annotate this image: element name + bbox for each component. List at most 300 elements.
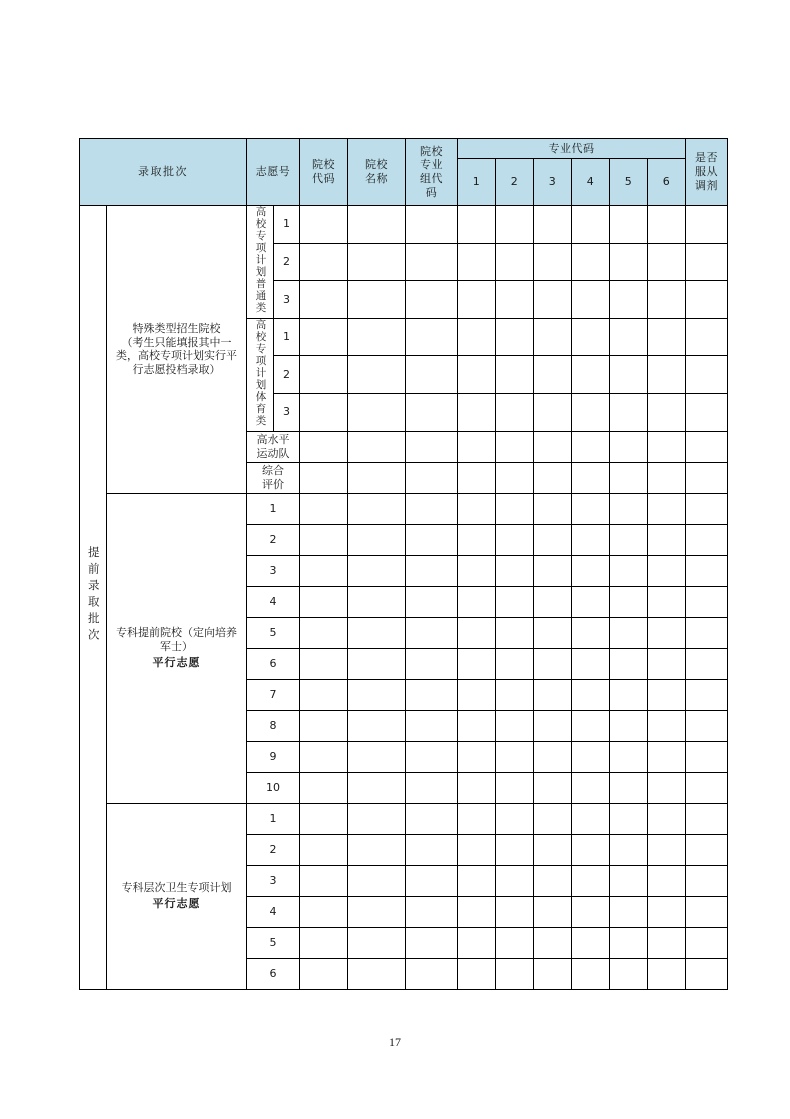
batch-label-cell bbox=[80, 206, 107, 990]
wish-seq: 3 bbox=[274, 281, 300, 319]
cell-school-group-code[interactable] bbox=[406, 524, 458, 555]
cell-major-6[interactable] bbox=[648, 493, 686, 524]
header-wish-no: 志愿号 bbox=[247, 139, 300, 206]
cell-major-6[interactable] bbox=[648, 772, 686, 803]
cell-major-5[interactable] bbox=[610, 803, 648, 834]
wish-seq: 6 bbox=[247, 958, 300, 989]
cell-major-5[interactable] bbox=[610, 865, 648, 896]
cell-major-2[interactable] bbox=[496, 462, 534, 493]
cell-school-group-code[interactable] bbox=[406, 586, 458, 617]
cell-school-name[interactable] bbox=[348, 865, 406, 896]
cell-school-code[interactable] bbox=[300, 206, 348, 244]
group-label-junior-college-advance bbox=[107, 493, 247, 803]
group-label-line1: 专科提前院校（定向培养 bbox=[116, 626, 237, 640]
cell-school-group-code[interactable] bbox=[406, 206, 458, 244]
cell-major-6[interactable] bbox=[648, 958, 686, 989]
cell-major-5[interactable] bbox=[610, 206, 648, 244]
cell-major-2[interactable] bbox=[496, 865, 534, 896]
cell-major-2[interactable] bbox=[496, 710, 534, 741]
cell-school-code[interactable] bbox=[300, 356, 348, 394]
cell-major-3[interactable] bbox=[534, 281, 572, 319]
cell-major-5[interactable] bbox=[610, 772, 648, 803]
cell-school-group-code[interactable] bbox=[406, 648, 458, 679]
cell-school-code[interactable] bbox=[300, 493, 348, 524]
cell-major-6[interactable] bbox=[648, 586, 686, 617]
cell-major-5[interactable] bbox=[610, 741, 648, 772]
cell-major-5[interactable] bbox=[610, 356, 648, 394]
cell-major-1[interactable] bbox=[458, 555, 496, 586]
cell-school-group-code[interactable] bbox=[406, 431, 458, 462]
row-label-line2: 评价 bbox=[262, 477, 284, 491]
cell-major-1[interactable] bbox=[458, 393, 496, 431]
row-label-comprehensive-evaluation bbox=[247, 462, 300, 493]
cell-major-5[interactable] bbox=[610, 462, 648, 493]
cell-school-code[interactable] bbox=[300, 393, 348, 431]
cell-major-1[interactable] bbox=[458, 462, 496, 493]
cell-major-3[interactable] bbox=[534, 524, 572, 555]
cell-major-1[interactable] bbox=[458, 206, 496, 244]
cell-school-name[interactable] bbox=[348, 206, 406, 244]
cell-major-1[interactable] bbox=[458, 741, 496, 772]
cell-major-4[interactable] bbox=[572, 243, 610, 281]
cell-obey-adjustment[interactable] bbox=[686, 243, 728, 281]
wish-seq: 7 bbox=[247, 679, 300, 710]
row-label-line1: 高水平 bbox=[256, 432, 290, 446]
cell-major-3[interactable] bbox=[534, 356, 572, 394]
cell-major-2[interactable] bbox=[496, 524, 534, 555]
group-label-junior-college-health-plan bbox=[107, 803, 247, 989]
cell-major-2[interactable] bbox=[496, 393, 534, 431]
cell-school-code[interactable] bbox=[300, 958, 348, 989]
cell-major-1[interactable] bbox=[458, 524, 496, 555]
table-body bbox=[80, 206, 728, 990]
cell-obey-adjustment[interactable] bbox=[686, 648, 728, 679]
cell-school-group-code[interactable] bbox=[406, 243, 458, 281]
cell-major-4[interactable] bbox=[572, 679, 610, 710]
subgroup-label: 高校专项计划普通类 bbox=[254, 206, 267, 314]
header-obey-adjustment-line3: 调剂 bbox=[695, 178, 719, 192]
cell-school-name[interactable] bbox=[348, 586, 406, 617]
cell-obey-adjustment[interactable] bbox=[686, 555, 728, 586]
cell-school-code[interactable] bbox=[300, 617, 348, 648]
table-header bbox=[80, 139, 728, 206]
cell-major-4[interactable] bbox=[572, 958, 610, 989]
cell-school-group-code[interactable] bbox=[406, 356, 458, 394]
cell-major-3[interactable] bbox=[534, 679, 572, 710]
cell-major-1[interactable] bbox=[458, 431, 496, 462]
cell-major-3[interactable] bbox=[534, 772, 572, 803]
cell-major-2[interactable] bbox=[496, 958, 534, 989]
cell-major-5[interactable] bbox=[610, 648, 648, 679]
cell-major-2[interactable] bbox=[496, 431, 534, 462]
cell-major-4[interactable] bbox=[572, 896, 610, 927]
cell-major-2[interactable] bbox=[496, 281, 534, 319]
cell-major-5[interactable] bbox=[610, 896, 648, 927]
cell-school-group-code[interactable] bbox=[406, 927, 458, 958]
row-label-high-level-sports-team bbox=[247, 431, 300, 462]
header-school-name-line1: 院校 bbox=[365, 158, 388, 172]
cell-school-code[interactable] bbox=[300, 679, 348, 710]
cell-school-name[interactable] bbox=[348, 393, 406, 431]
header-school-group-code-line1: 院校 bbox=[420, 144, 443, 158]
wish-seq: 3 bbox=[247, 555, 300, 586]
cell-major-3[interactable] bbox=[534, 803, 572, 834]
cell-obey-adjustment[interactable] bbox=[686, 462, 728, 493]
header-batch: 录取批次 bbox=[80, 139, 247, 206]
row-label-line1: 综合 bbox=[262, 463, 284, 477]
cell-major-5[interactable] bbox=[610, 318, 648, 356]
cell-major-1[interactable] bbox=[458, 318, 496, 356]
cell-school-name[interactable] bbox=[348, 356, 406, 394]
cell-major-4[interactable] bbox=[572, 524, 610, 555]
cell-major-1[interactable] bbox=[458, 679, 496, 710]
cell-major-6[interactable] bbox=[648, 679, 686, 710]
cell-major-4[interactable] bbox=[572, 648, 610, 679]
cell-major-1[interactable] bbox=[458, 586, 496, 617]
cell-major-4[interactable] bbox=[572, 586, 610, 617]
cell-major-4[interactable] bbox=[572, 741, 610, 772]
cell-school-group-code[interactable] bbox=[406, 834, 458, 865]
cell-major-4[interactable] bbox=[572, 927, 610, 958]
cell-major-2[interactable] bbox=[496, 772, 534, 803]
cell-major-1[interactable] bbox=[458, 958, 496, 989]
cell-major-3[interactable] bbox=[534, 865, 572, 896]
cell-major-4[interactable] bbox=[572, 555, 610, 586]
cell-school-name[interactable] bbox=[348, 243, 406, 281]
cell-major-6[interactable] bbox=[648, 393, 686, 431]
cell-major-5[interactable] bbox=[610, 524, 648, 555]
cell-school-code[interactable] bbox=[300, 834, 348, 865]
cell-major-3[interactable] bbox=[534, 243, 572, 281]
cell-school-code[interactable] bbox=[300, 741, 348, 772]
cell-obey-adjustment[interactable] bbox=[686, 524, 728, 555]
wish-seq: 6 bbox=[247, 648, 300, 679]
cell-major-5[interactable] bbox=[610, 243, 648, 281]
cell-school-name[interactable] bbox=[348, 617, 406, 648]
header-major-col-1: 1 bbox=[458, 159, 496, 206]
subgroup-label-special-plan-general bbox=[247, 206, 274, 319]
cell-major-4[interactable] bbox=[572, 803, 610, 834]
cell-school-group-code[interactable] bbox=[406, 393, 458, 431]
cell-major-1[interactable] bbox=[458, 710, 496, 741]
cell-major-2[interactable] bbox=[496, 803, 534, 834]
row-label-line2: 运动队 bbox=[256, 446, 290, 460]
cell-major-5[interactable] bbox=[610, 617, 648, 648]
group-label-line2: 军士） bbox=[160, 640, 193, 654]
cell-school-name[interactable] bbox=[348, 318, 406, 356]
cell-major-2[interactable] bbox=[496, 679, 534, 710]
cell-obey-adjustment[interactable] bbox=[686, 356, 728, 394]
cell-school-code[interactable] bbox=[300, 586, 348, 617]
cell-school-group-code[interactable] bbox=[406, 555, 458, 586]
cell-major-6[interactable] bbox=[648, 555, 686, 586]
cell-major-3[interactable] bbox=[534, 206, 572, 244]
cell-school-code[interactable] bbox=[300, 431, 348, 462]
cell-major-3[interactable] bbox=[534, 710, 572, 741]
wish-seq: 4 bbox=[247, 586, 300, 617]
cell-obey-adjustment[interactable] bbox=[686, 318, 728, 356]
header-obey-adjustment bbox=[686, 139, 728, 206]
cell-major-3[interactable] bbox=[534, 493, 572, 524]
cell-major-6[interactable] bbox=[648, 524, 686, 555]
cell-major-1[interactable] bbox=[458, 834, 496, 865]
cell-major-5[interactable] bbox=[610, 431, 648, 462]
cell-school-name[interactable] bbox=[348, 772, 406, 803]
wish-seq: 2 bbox=[247, 524, 300, 555]
table-row bbox=[80, 493, 728, 524]
cell-school-code[interactable] bbox=[300, 927, 348, 958]
cell-school-name[interactable] bbox=[348, 648, 406, 679]
group-label-line3: 类，高校专项计划实行平 bbox=[116, 349, 237, 363]
cell-school-name[interactable] bbox=[348, 281, 406, 319]
cell-school-group-code[interactable] bbox=[406, 772, 458, 803]
cell-major-6[interactable] bbox=[648, 648, 686, 679]
cell-school-name[interactable] bbox=[348, 927, 406, 958]
cell-major-4[interactable] bbox=[572, 281, 610, 319]
cell-major-4[interactable] bbox=[572, 206, 610, 244]
wish-seq: 2 bbox=[247, 834, 300, 865]
cell-major-3[interactable] bbox=[534, 896, 572, 927]
cell-major-1[interactable] bbox=[458, 648, 496, 679]
cell-major-1[interactable] bbox=[458, 243, 496, 281]
cell-major-6[interactable] bbox=[648, 356, 686, 394]
cell-obey-adjustment[interactable] bbox=[686, 431, 728, 462]
cell-major-3[interactable] bbox=[534, 431, 572, 462]
cell-major-6[interactable] bbox=[648, 741, 686, 772]
cell-school-name[interactable] bbox=[348, 524, 406, 555]
cell-obey-adjustment[interactable] bbox=[686, 493, 728, 524]
cell-major-1[interactable] bbox=[458, 617, 496, 648]
cell-obey-adjustment[interactable] bbox=[686, 927, 728, 958]
cell-obey-adjustment[interactable] bbox=[686, 206, 728, 244]
wish-seq: 1 bbox=[274, 206, 300, 244]
cell-major-1[interactable] bbox=[458, 493, 496, 524]
header-major-col-6: 6 bbox=[648, 159, 686, 206]
cell-major-2[interactable] bbox=[496, 648, 534, 679]
cell-school-group-code[interactable] bbox=[406, 896, 458, 927]
cell-school-group-code[interactable] bbox=[406, 318, 458, 356]
cell-school-group-code[interactable] bbox=[406, 679, 458, 710]
cell-obey-adjustment[interactable] bbox=[686, 772, 728, 803]
cell-school-name[interactable] bbox=[348, 462, 406, 493]
wish-seq: 2 bbox=[274, 356, 300, 394]
cell-major-2[interactable] bbox=[496, 555, 534, 586]
cell-school-code[interactable] bbox=[300, 555, 348, 586]
cell-major-5[interactable] bbox=[610, 834, 648, 865]
cell-major-6[interactable] bbox=[648, 927, 686, 958]
cell-obey-adjustment[interactable] bbox=[686, 679, 728, 710]
cell-major-4[interactable] bbox=[572, 393, 610, 431]
cell-school-code[interactable] bbox=[300, 318, 348, 356]
cell-school-group-code[interactable] bbox=[406, 803, 458, 834]
cell-major-6[interactable] bbox=[648, 206, 686, 244]
cell-school-group-code[interactable] bbox=[406, 493, 458, 524]
cell-major-5[interactable] bbox=[610, 493, 648, 524]
cell-major-6[interactable] bbox=[648, 896, 686, 927]
cell-obey-adjustment[interactable] bbox=[686, 865, 728, 896]
cell-school-name[interactable] bbox=[348, 493, 406, 524]
cell-major-4[interactable] bbox=[572, 865, 610, 896]
table-row bbox=[80, 803, 728, 834]
cell-obey-adjustment[interactable] bbox=[686, 393, 728, 431]
cell-major-6[interactable] bbox=[648, 281, 686, 319]
cell-major-2[interactable] bbox=[496, 356, 534, 394]
cell-major-1[interactable] bbox=[458, 803, 496, 834]
cell-major-3[interactable] bbox=[534, 958, 572, 989]
cell-school-group-code[interactable] bbox=[406, 741, 458, 772]
batch-label: 提前录取批次 bbox=[86, 545, 101, 645]
cell-major-6[interactable] bbox=[648, 803, 686, 834]
cell-school-code[interactable] bbox=[300, 281, 348, 319]
cell-school-name[interactable] bbox=[348, 710, 406, 741]
header-school-group-code-line3: 组代 bbox=[420, 172, 443, 185]
header-obey-adjustment-line1: 是否 bbox=[695, 151, 719, 165]
subgroup-label-special-plan-sports bbox=[247, 318, 274, 431]
cell-major-4[interactable] bbox=[572, 834, 610, 865]
cell-major-5[interactable] bbox=[610, 710, 648, 741]
cell-major-3[interactable] bbox=[534, 586, 572, 617]
header-row-1 bbox=[80, 139, 728, 159]
cell-school-code[interactable] bbox=[300, 865, 348, 896]
cell-major-6[interactable] bbox=[648, 318, 686, 356]
cell-major-6[interactable] bbox=[648, 462, 686, 493]
cell-major-3[interactable] bbox=[534, 555, 572, 586]
cell-major-5[interactable] bbox=[610, 958, 648, 989]
cell-major-5[interactable] bbox=[610, 555, 648, 586]
voluntary-application-table bbox=[79, 138, 728, 990]
cell-major-6[interactable] bbox=[648, 865, 686, 896]
wish-seq: 10 bbox=[247, 772, 300, 803]
cell-major-2[interactable] bbox=[496, 741, 534, 772]
cell-major-4[interactable] bbox=[572, 772, 610, 803]
cell-school-name[interactable] bbox=[348, 803, 406, 834]
cell-major-3[interactable] bbox=[534, 648, 572, 679]
cell-major-3[interactable] bbox=[534, 927, 572, 958]
cell-school-code[interactable] bbox=[300, 896, 348, 927]
cell-obey-adjustment[interactable] bbox=[686, 741, 728, 772]
cell-school-group-code[interactable] bbox=[406, 710, 458, 741]
cell-obey-adjustment[interactable] bbox=[686, 896, 728, 927]
cell-school-name[interactable] bbox=[348, 431, 406, 462]
cell-major-1[interactable] bbox=[458, 772, 496, 803]
cell-major-5[interactable] bbox=[610, 281, 648, 319]
wish-seq: 1 bbox=[274, 318, 300, 356]
cell-school-name[interactable] bbox=[348, 834, 406, 865]
cell-major-2[interactable] bbox=[496, 617, 534, 648]
group-label-sub: 平行志愿 bbox=[152, 655, 201, 669]
header-school-name bbox=[348, 139, 406, 206]
group-label-line2: （考生只能填报其中一 bbox=[121, 335, 232, 349]
cell-major-4[interactable] bbox=[572, 462, 610, 493]
cell-obey-adjustment[interactable] bbox=[686, 586, 728, 617]
cell-major-2[interactable] bbox=[496, 927, 534, 958]
cell-school-code[interactable] bbox=[300, 710, 348, 741]
cell-major-2[interactable] bbox=[496, 896, 534, 927]
cell-major-3[interactable] bbox=[534, 617, 572, 648]
cell-major-2[interactable] bbox=[496, 243, 534, 281]
cell-major-2[interactable] bbox=[496, 493, 534, 524]
cell-major-1[interactable] bbox=[458, 927, 496, 958]
cell-major-4[interactable] bbox=[572, 356, 610, 394]
cell-major-4[interactable] bbox=[572, 431, 610, 462]
wish-seq: 2 bbox=[274, 243, 300, 281]
group-label-line1: 特殊类型招生院校 bbox=[132, 321, 221, 335]
cell-major-2[interactable] bbox=[496, 206, 534, 244]
cell-major-3[interactable] bbox=[534, 318, 572, 356]
cell-school-name[interactable] bbox=[348, 679, 406, 710]
cell-major-6[interactable] bbox=[648, 834, 686, 865]
cell-major-4[interactable] bbox=[572, 710, 610, 741]
cell-major-5[interactable] bbox=[610, 393, 648, 431]
cell-obey-adjustment[interactable] bbox=[686, 281, 728, 319]
cell-school-group-code[interactable] bbox=[406, 958, 458, 989]
wish-seq: 3 bbox=[247, 865, 300, 896]
cell-obey-adjustment[interactable] bbox=[686, 958, 728, 989]
cell-school-code[interactable] bbox=[300, 772, 348, 803]
cell-school-name[interactable] bbox=[348, 741, 406, 772]
cell-major-5[interactable] bbox=[610, 679, 648, 710]
cell-major-6[interactable] bbox=[648, 617, 686, 648]
cell-school-code[interactable] bbox=[300, 803, 348, 834]
cell-major-3[interactable] bbox=[534, 834, 572, 865]
cell-major-6[interactable] bbox=[648, 431, 686, 462]
cell-school-code[interactable] bbox=[300, 462, 348, 493]
cell-school-name[interactable] bbox=[348, 896, 406, 927]
cell-school-group-code[interactable] bbox=[406, 865, 458, 896]
cell-school-code[interactable] bbox=[300, 524, 348, 555]
cell-school-group-code[interactable] bbox=[406, 617, 458, 648]
cell-major-1[interactable] bbox=[458, 281, 496, 319]
cell-school-code[interactable] bbox=[300, 243, 348, 281]
cell-major-4[interactable] bbox=[572, 617, 610, 648]
cell-major-2[interactable] bbox=[496, 834, 534, 865]
cell-major-1[interactable] bbox=[458, 865, 496, 896]
cell-obey-adjustment[interactable] bbox=[686, 617, 728, 648]
wish-seq: 5 bbox=[247, 617, 300, 648]
cell-major-3[interactable] bbox=[534, 462, 572, 493]
header-school-name-line2: 名称 bbox=[365, 172, 388, 185]
cell-school-name[interactable] bbox=[348, 958, 406, 989]
cell-major-2[interactable] bbox=[496, 586, 534, 617]
cell-major-4[interactable] bbox=[572, 493, 610, 524]
group-label-line4: 行志愿投档录取） bbox=[132, 363, 221, 376]
cell-school-group-code[interactable] bbox=[406, 281, 458, 319]
cell-school-group-code[interactable] bbox=[406, 462, 458, 493]
header-major-col-4: 4 bbox=[572, 159, 610, 206]
cell-obey-adjustment[interactable] bbox=[686, 803, 728, 834]
cell-major-3[interactable] bbox=[534, 741, 572, 772]
cell-major-5[interactable] bbox=[610, 927, 648, 958]
cell-school-name[interactable] bbox=[348, 555, 406, 586]
cell-obey-adjustment[interactable] bbox=[686, 834, 728, 865]
cell-major-6[interactable] bbox=[648, 710, 686, 741]
cell-obey-adjustment[interactable] bbox=[686, 710, 728, 741]
wish-seq: 1 bbox=[247, 803, 300, 834]
cell-major-1[interactable] bbox=[458, 356, 496, 394]
wish-seq: 1 bbox=[247, 493, 300, 524]
header-school-code-line2: 代码 bbox=[312, 172, 335, 185]
header-major-col-5: 5 bbox=[610, 159, 648, 206]
header-school-code-line1: 院校 bbox=[312, 158, 335, 172]
cell-major-6[interactable] bbox=[648, 243, 686, 281]
cell-major-3[interactable] bbox=[534, 393, 572, 431]
cell-major-2[interactable] bbox=[496, 318, 534, 356]
cell-major-4[interactable] bbox=[572, 318, 610, 356]
cell-major-5[interactable] bbox=[610, 586, 648, 617]
group-label-special-types bbox=[107, 206, 247, 494]
cell-major-1[interactable] bbox=[458, 896, 496, 927]
cell-school-code[interactable] bbox=[300, 648, 348, 679]
